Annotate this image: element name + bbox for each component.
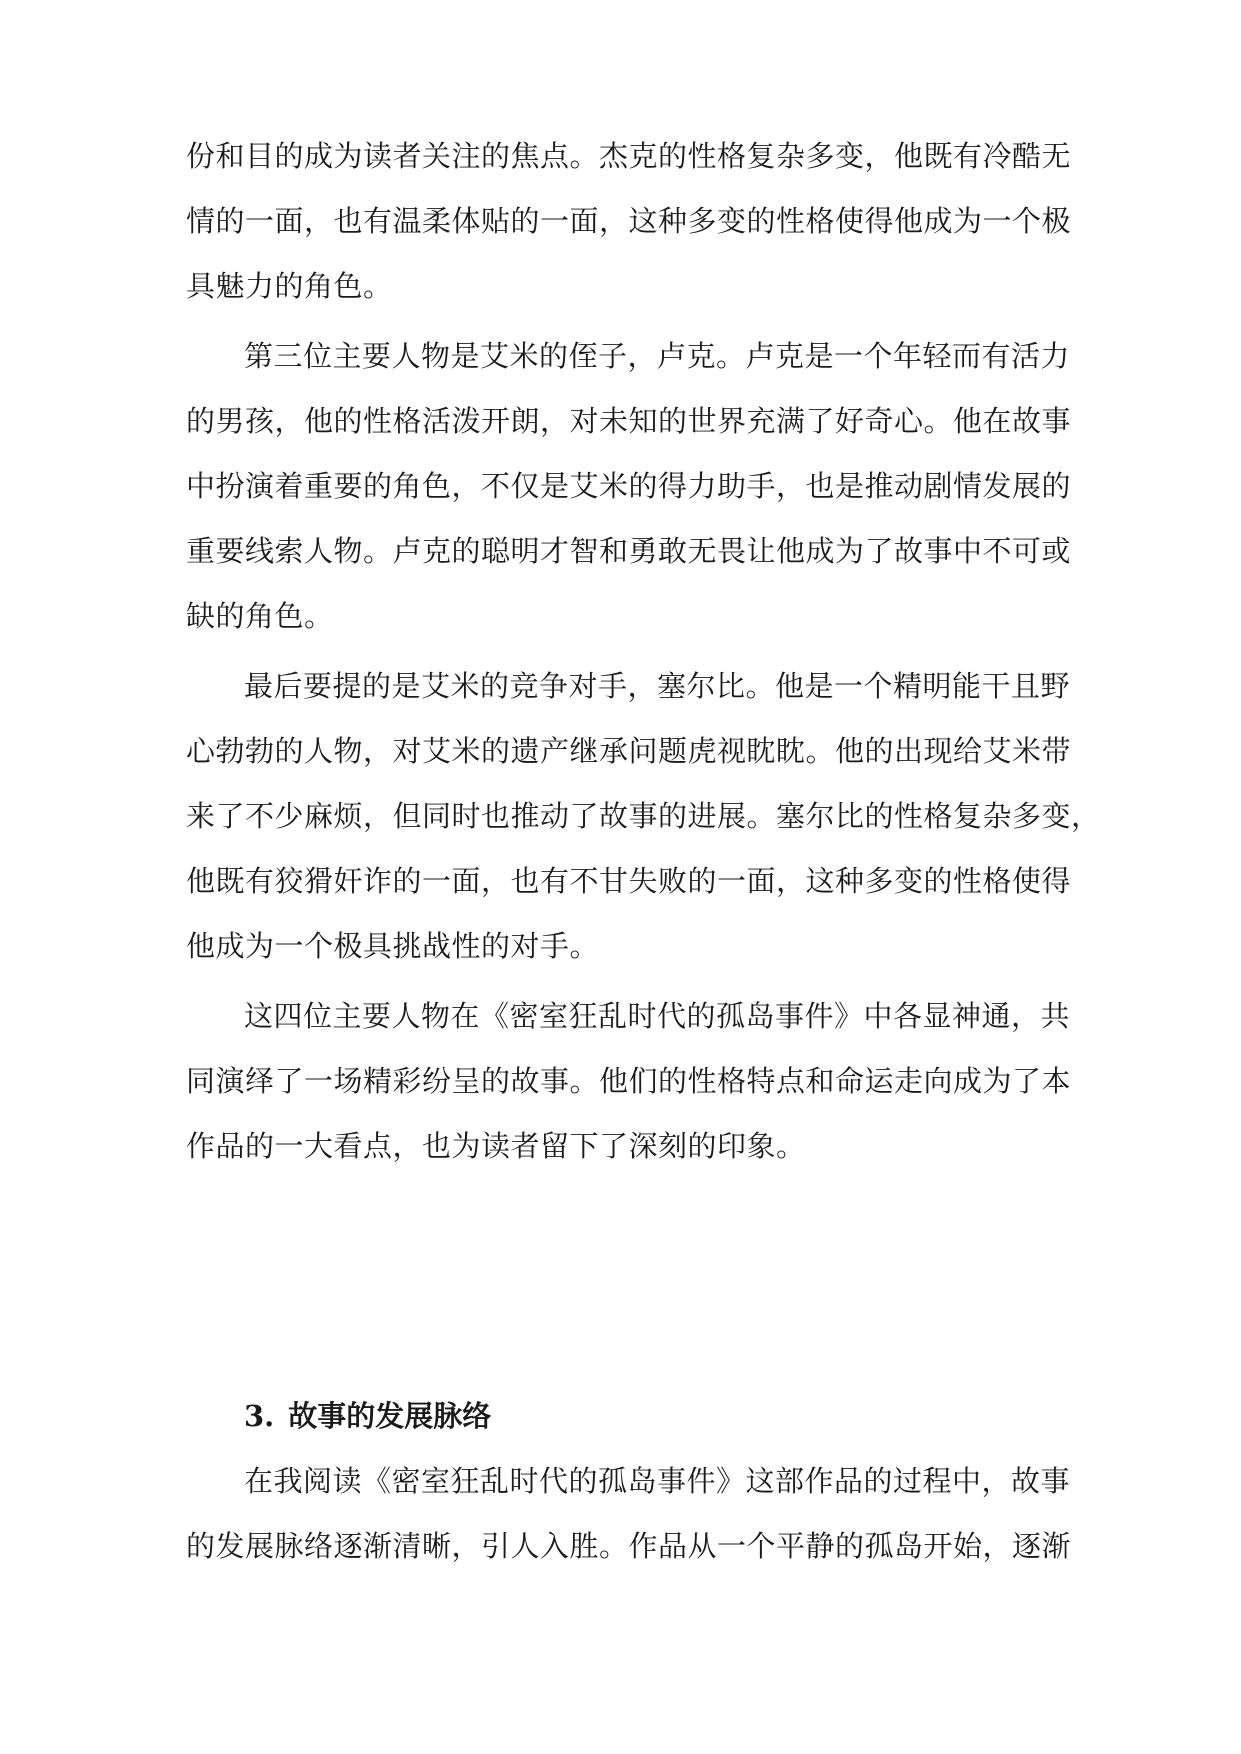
paragraph-line: 重要线索人物。卢克的聪明才智和勇敢无畏让他成为了故事中不可或 bbox=[186, 534, 1072, 568]
section-heading bbox=[244, 1391, 491, 1441]
paragraph-line: 第三位主要人物是艾米的侄子，卢克。卢克是一个年轻而有活力 bbox=[244, 339, 1071, 373]
paragraph-line: 心勃勃的人物，对艾米的遗产继承问题虎视眈眈。他的出现给艾米带 bbox=[186, 734, 1072, 768]
paragraph-line: 份和目的成为读者关注的焦点。杰克的性格复杂多变，他既有冷酷无 bbox=[186, 139, 1072, 173]
paragraph-line: 中扮演着重要的角色，不仅是艾米的得力助手，也是推动剧情发展的 bbox=[186, 469, 1072, 503]
paragraph-line: 的发展脉络逐渐清晰，引人入胜。作品从一个平静的孤岛开始，逐渐 bbox=[186, 1529, 1072, 1563]
paragraph-line: 他既有狡猾奸诈的一面，也有不甘失败的一面，这种多变的性格使得 bbox=[186, 864, 1072, 898]
paragraph-line: 来了不少麻烦，但同时也推动了故事的进展。塞尔比的性格复杂多变， bbox=[186, 799, 1101, 833]
section-number: 3. bbox=[244, 1399, 275, 1433]
paragraph-line: 同演绎了一场精彩纷呈的故事。他们的性格特点和命运走向成为了本 bbox=[186, 1064, 1072, 1098]
paragraph-line: 这四位主要人物在《密室狂乱时代的孤岛事件》中各显神通，共 bbox=[244, 999, 1071, 1033]
paragraph-line: 具魅力的角色。 bbox=[186, 269, 393, 303]
paragraph-line: 情的一面，也有温柔体贴的一面，这种多变的性格使得他成为一个极 bbox=[186, 204, 1072, 238]
section-title: 故事的发展脉络 bbox=[288, 1399, 492, 1433]
paragraph-line: 的男孩，他的性格活泼开朗，对未知的世界充满了好奇心。他在故事 bbox=[186, 404, 1072, 438]
paragraph-line: 缺的角色。 bbox=[186, 599, 334, 633]
paragraph-line: 最后要提的是艾米的竞争对手，塞尔比。他是一个精明能干且野 bbox=[244, 669, 1071, 703]
paragraph-line: 作品的一大看点，也为读者留下了深刻的印象。 bbox=[186, 1129, 806, 1163]
paragraph-line: 他成为一个极具挑战性的对手。 bbox=[186, 929, 600, 963]
paragraph-line: 在我阅读《密室狂乱时代的孤岛事件》这部作品的过程中，故事 bbox=[244, 1464, 1071, 1498]
